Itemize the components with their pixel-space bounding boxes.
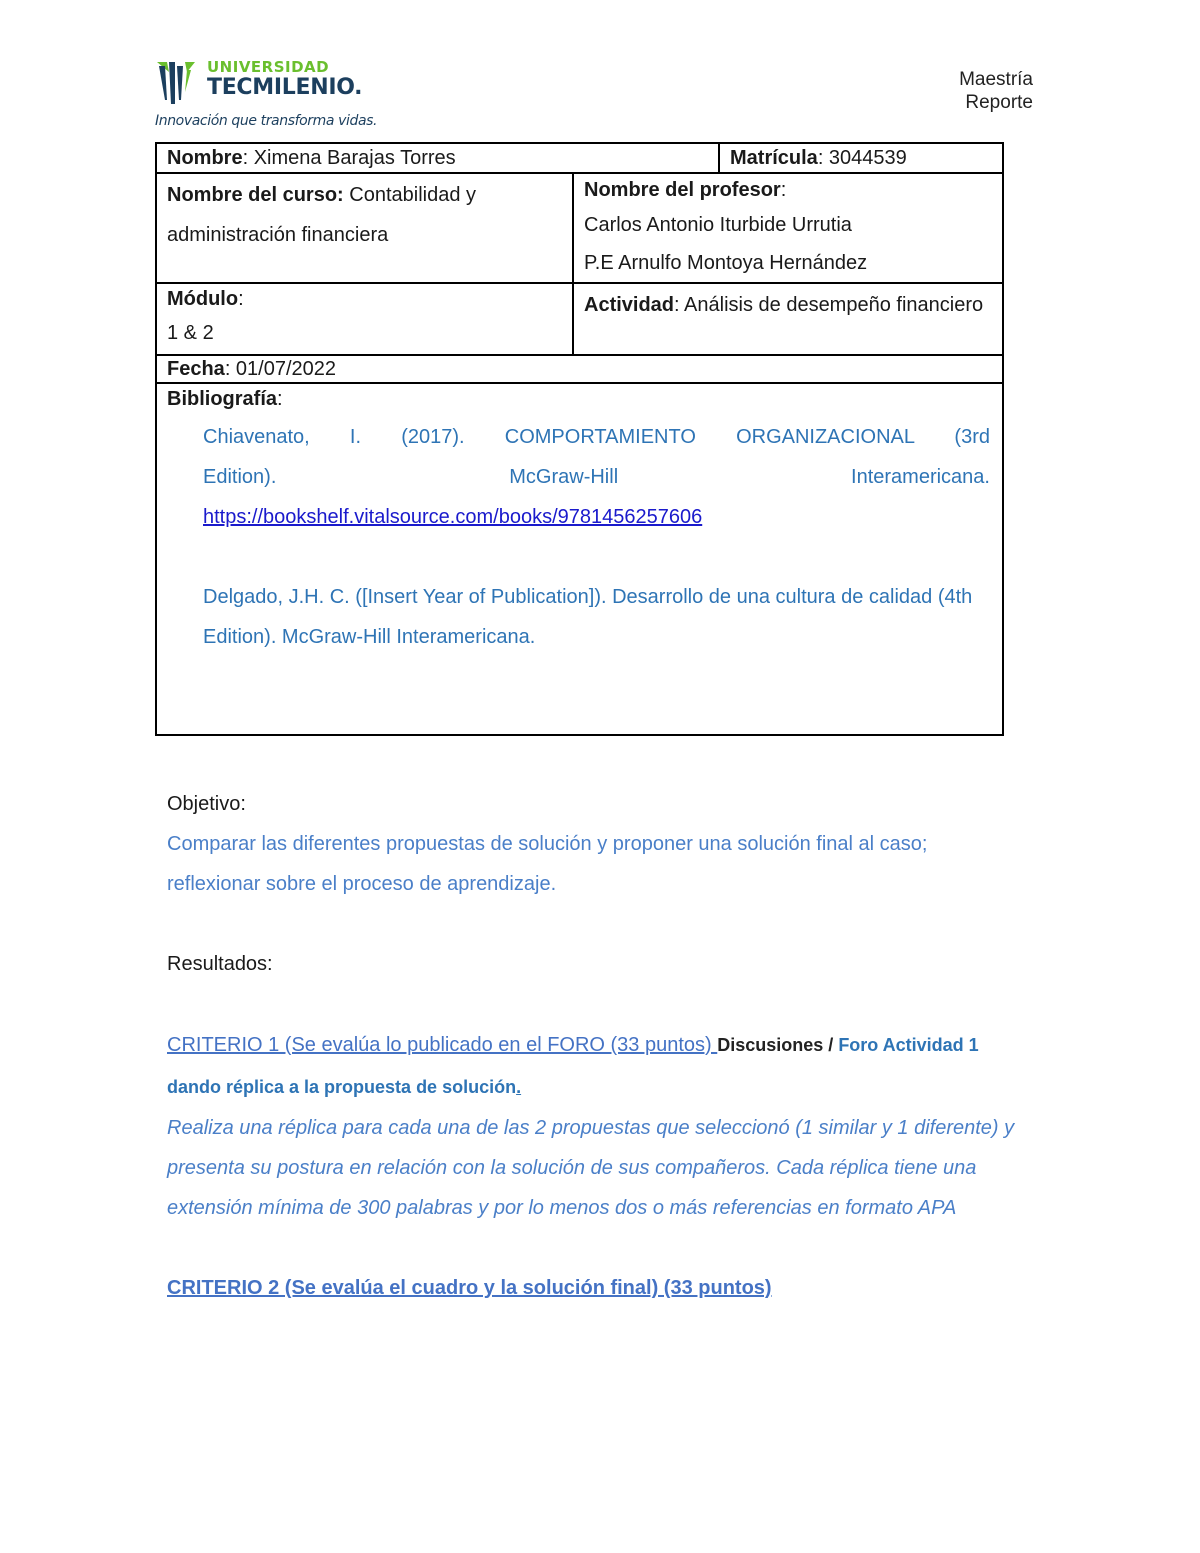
course-cell <box>156 173 573 283</box>
document-body <box>167 784 1027 1308</box>
professor-colon: : <box>780 179 787 201</box>
professor-cell <box>573 173 1003 283</box>
criterion-1-forum: Foro Actividad 1 dando réplica a la propuesta de solución <box>167 1035 979 1097</box>
reference-1-link[interactable]: https://bookshelf.vitalsource.com/books/9781456257606 <box>203 506 703 528</box>
matricula-value: : 3044539 <box>817 147 907 169</box>
reference-1-line-2: Edition). McGraw-Hill Interamericana. <box>203 466 990 488</box>
professor-name-1: Carlos Antonio Iturbide Urrutia <box>584 214 852 236</box>
bibliography-row <box>156 383 1003 735</box>
course-label: Nombre del curso: <box>167 184 344 206</box>
module-label: Módulo <box>167 288 239 310</box>
date-value: : 01/07/2022 <box>224 358 337 380</box>
criterion-1-dot: . <box>516 1077 522 1097</box>
logo-line-1: UNIVERSIDAD <box>207 58 330 76</box>
criterion-1-title: CRITERIO 1 (Se evalúa lo publicado en el FORO (33 puntos) <box>167 1034 718 1056</box>
matricula-cell <box>719 143 1003 173</box>
date-row <box>156 355 1003 383</box>
activity-label: Actividad <box>584 294 675 316</box>
activity-cell <box>573 283 1003 355</box>
module-colon: : <box>238 288 244 310</box>
module-value: 1 & 2 <box>167 322 214 344</box>
university-logo <box>155 58 395 134</box>
professor-name-2: P.E Arnulfo Montoya Hernández <box>584 252 868 274</box>
info-table <box>155 142 1004 736</box>
document-header <box>959 68 1033 114</box>
matricula-label: Matrícula <box>730 147 818 169</box>
bibliography-colon: : <box>277 388 283 410</box>
reference-2: Delgado, J.H. C. ([Insert Year of Publication]). Desarrollo de una cultura de calidad (4th Edition). McGraw-Hill Interamericana. <box>203 586 973 648</box>
results-label: Resultados: <box>167 953 273 975</box>
logo-line-2: TECMILENIO. <box>207 75 363 100</box>
course-value: Contabilidad y administración financiera <box>167 184 477 246</box>
name-value: : Ximena Barajas Torres <box>242 147 456 169</box>
criterion-2-title: CRITERIO 2 (Se evalúa el cuadro y la solución final) (33 puntos) <box>167 1277 772 1299</box>
name-label: Nombre <box>167 147 243 169</box>
date-label: Fecha <box>167 358 225 380</box>
logo-emblem-icon <box>155 60 203 106</box>
bibliography-label: Bibliografía <box>167 388 278 410</box>
activity-value: : Análisis de desempeño financiero <box>674 294 984 316</box>
objective-label: Objetivo: <box>167 793 246 815</box>
module-row <box>156 283 1003 355</box>
degree-label: Maestría <box>959 69 1033 90</box>
course-row <box>156 173 1003 283</box>
professor-label: Nombre del profesor <box>584 179 781 201</box>
reference-1-line-1: Chiavenato, I. (2017). COMPORTAMIENTO ORGANIZACIONAL (3rd <box>203 426 990 448</box>
criterion-1-description: Realiza una réplica para cada una de las 2 propuestas que seleccionó (1 similar y 1 diferente) y presenta su postura en relación con la solución de sus compañeros. Cada réplica tiene una extensión mínima de 300 palabras y por lo menos dos o más referencias en formato APA <box>167 1117 1015 1219</box>
name-cell <box>156 143 719 173</box>
criterion-1-heading <box>167 1024 1027 1108</box>
criterion-1-discussions: Discusiones / <box>717 1035 839 1055</box>
bibliography-cell <box>156 383 1003 735</box>
doc-type-label: Reporte <box>965 92 1033 113</box>
date-cell <box>156 355 1003 383</box>
logo-tagline: Innovación que transforma vidas. <box>155 113 378 129</box>
objective-text: Comparar las diferentes propuestas de solución y proponer una solución final al caso; reflexionar sobre el proceso de aprendizaje. <box>167 833 928 895</box>
module-cell <box>156 283 573 355</box>
bibliography-list <box>167 417 992 657</box>
name-row <box>156 143 1003 173</box>
